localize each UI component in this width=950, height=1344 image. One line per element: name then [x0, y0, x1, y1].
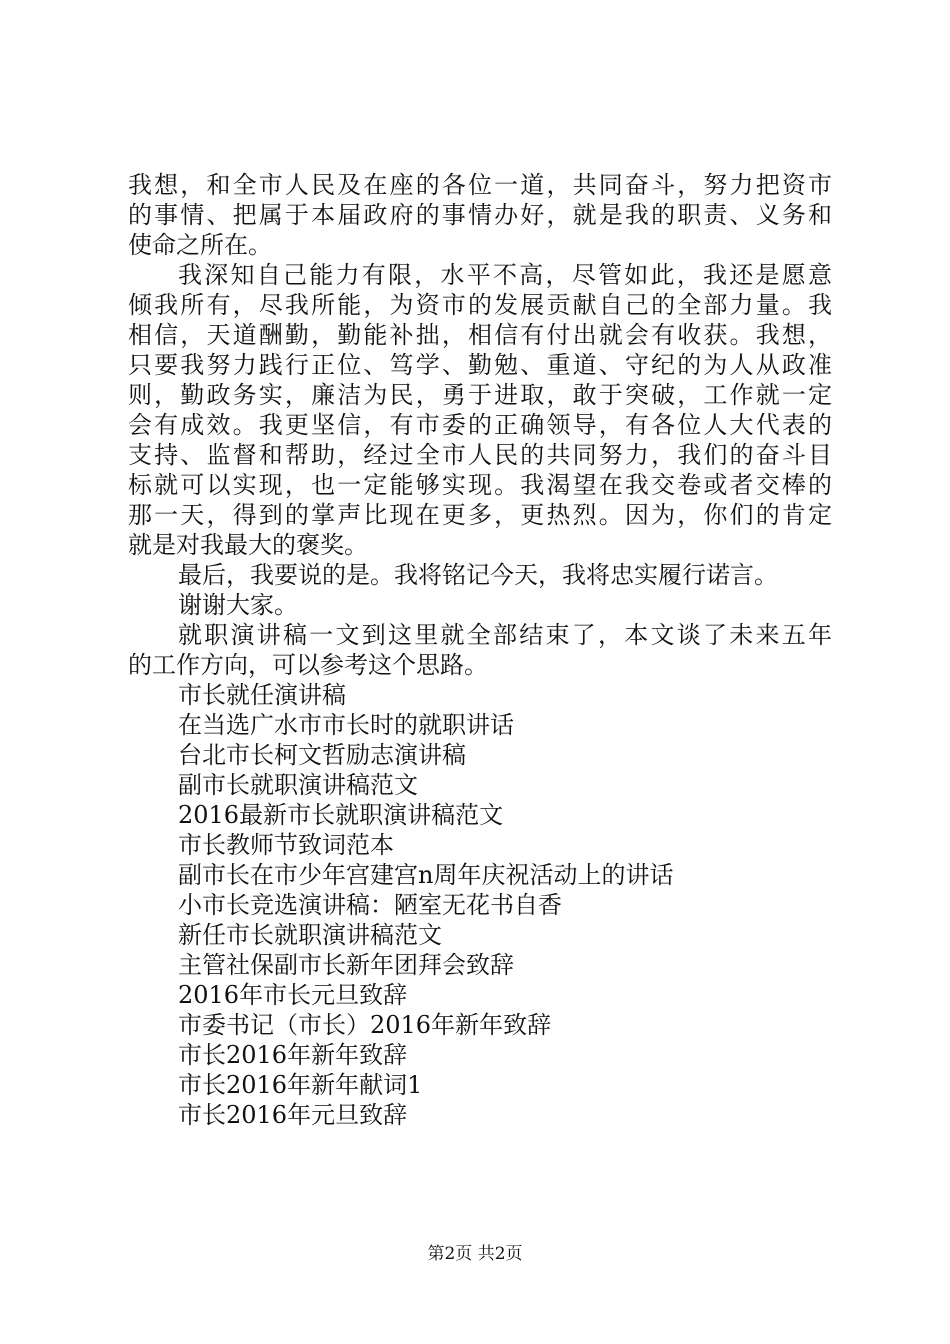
body-line: 的工作方向，可以参考这个思路。	[128, 651, 488, 679]
related-link[interactable]: 副市长在市少年宫建宫n周年庆祝活动上的讲话	[178, 861, 674, 889]
body-line: 标就可以实现，也一定能够实现。我渴望在我交卷或者交棒的	[128, 471, 832, 499]
related-link[interactable]: 在当选广水市市长时的就职讲话	[178, 711, 514, 739]
body-line: 我想，和全市人民及在座的各位一道，共同奋斗，努力把资市	[128, 171, 832, 199]
body-line: 就是对我最大的褒奖。	[128, 531, 368, 559]
related-link[interactable]: 副市长就职演讲稿范文	[178, 771, 418, 799]
related-link[interactable]: 台北市长柯文哲励志演讲稿	[178, 741, 466, 769]
body-line: 我深知自己能力有限，水平不高，尽管如此，我还是愿意	[178, 261, 832, 289]
related-link[interactable]: 市委书记（市长）2016年新年致辞	[178, 1011, 552, 1039]
body-line: 就职演讲稿一文到这里就全部结束了，本文谈了未来五年	[178, 621, 832, 649]
related-link[interactable]: 2016最新市长就职演讲稿范文	[178, 801, 504, 829]
body-line: 的事情、把属于本届政府的事情办好，就是我的职责、义务和	[128, 201, 832, 229]
body-line: 则，勤政务实，廉洁为民，勇于进取，敢于突破，工作就一定	[128, 381, 832, 409]
body-line: 最后，我要说的是。我将铭记今天，我将忠实履行诺言。	[178, 561, 778, 589]
body-line: 使命之所在。	[128, 231, 272, 259]
page-number-footer: 第2页 共2页	[427, 1244, 523, 1264]
related-link[interactable]: 2016年市长元旦致辞	[178, 981, 408, 1009]
body-line: 只要我努力践行正位、笃学、勤勉、重道、守纪的为人从政准	[128, 351, 832, 379]
related-link[interactable]: 新任市长就职演讲稿范文	[178, 921, 442, 949]
related-link[interactable]: 小市长竞选演讲稿：陋室无花书自香	[178, 891, 562, 919]
body-line: 相信，天道酬勤，勤能补拙，相信有付出就会有收获。我想，	[128, 321, 832, 349]
related-links-list	[128, 680, 832, 1130]
related-link[interactable]: 市长2016年元旦致辞	[178, 1101, 408, 1129]
related-link[interactable]: 市长教师节致词范本	[178, 831, 394, 859]
body-line: 谢谢大家。	[178, 591, 298, 619]
body-line: 支持、监督和帮助，经过全市人民的共同努力，我们的奋斗目	[128, 441, 832, 469]
related-link[interactable]: 市长就任演讲稿	[178, 681, 346, 709]
related-link[interactable]: 主管社保副市长新年团拜会致辞	[178, 951, 514, 979]
body-line: 会有成效。我更坚信，有市委的正确领导，有各位人大代表的	[128, 411, 832, 439]
body-line: 倾我所有，尽我所能，为资市的发展贡献自己的全部力量。我	[128, 291, 832, 319]
document-body	[128, 170, 832, 1130]
related-link[interactable]: 市长2016年新年致辞	[178, 1041, 408, 1069]
body-line: 那一天，得到的掌声比现在更多，更热烈。因为，你们的肯定	[128, 501, 832, 529]
related-link[interactable]: 市长2016年新年献词1	[178, 1071, 423, 1099]
